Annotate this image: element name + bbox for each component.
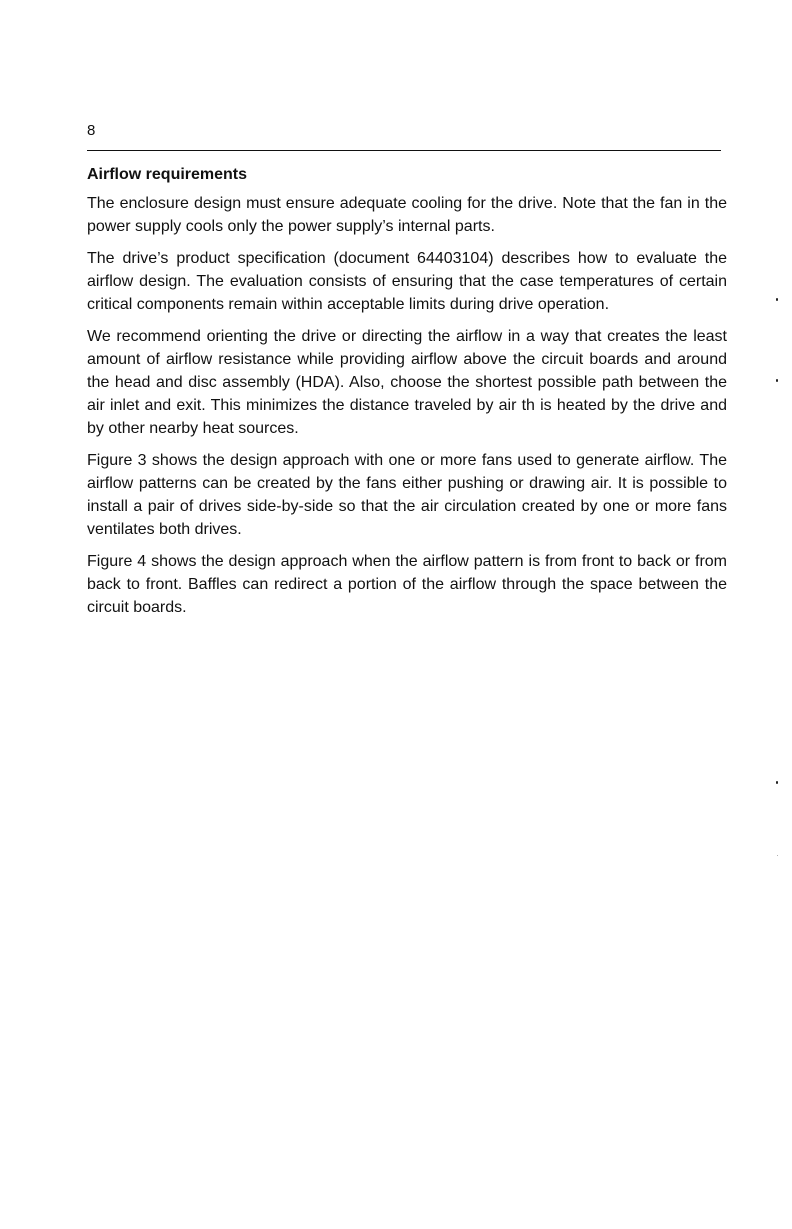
paragraph-cooling: The enclosure design must ensure adequate cooling for the drive. Note that the fan in the power supply cools only the power supply’s internal parts. xyxy=(87,195,727,235)
header-rule xyxy=(87,150,721,151)
content xyxy=(87,164,727,628)
section-heading: Airflow requirements xyxy=(87,166,248,183)
margin-mark xyxy=(776,298,778,301)
paragraph-figure-4: Figure 4 shows the design approach when the airflow pattern is from front to back or from back to front. Baffles can redirect a portion of the airflow through the space between the circuit boards. xyxy=(87,553,727,616)
paragraph-specification: The drive’s product specification (document 64403104) describes how to evaluate the airflow design. The evaluation consists of ensuring that the case temperatures of certain critical components remain within acceptable limits during drive operation. xyxy=(87,250,727,313)
margin-mark xyxy=(776,781,778,784)
page-number: 8 xyxy=(87,122,96,139)
margin-mark xyxy=(776,379,778,382)
paragraph-figure-3: Figure 3 shows the design approach with one or more fans used to generate airflow. The airflow patterns can be created by the fans either pushing or drawing air. It is possible to install a pair of drives side-by-side so that the air circulation created by one or more fans ventilates both drives. xyxy=(87,452,727,538)
margin-mark xyxy=(777,855,778,856)
paragraph-orientation: We recommend orienting the drive or directing the airflow in a way that creates the least amount of airflow resistance while providing airflow above the circuit boards and around the head and disc assembly (HDA). Also, choose the shortest possible path between the air inlet and exit. This minimizes the distance traveled by air th is heated by the drive and by other nearby heat sources. xyxy=(87,328,727,437)
